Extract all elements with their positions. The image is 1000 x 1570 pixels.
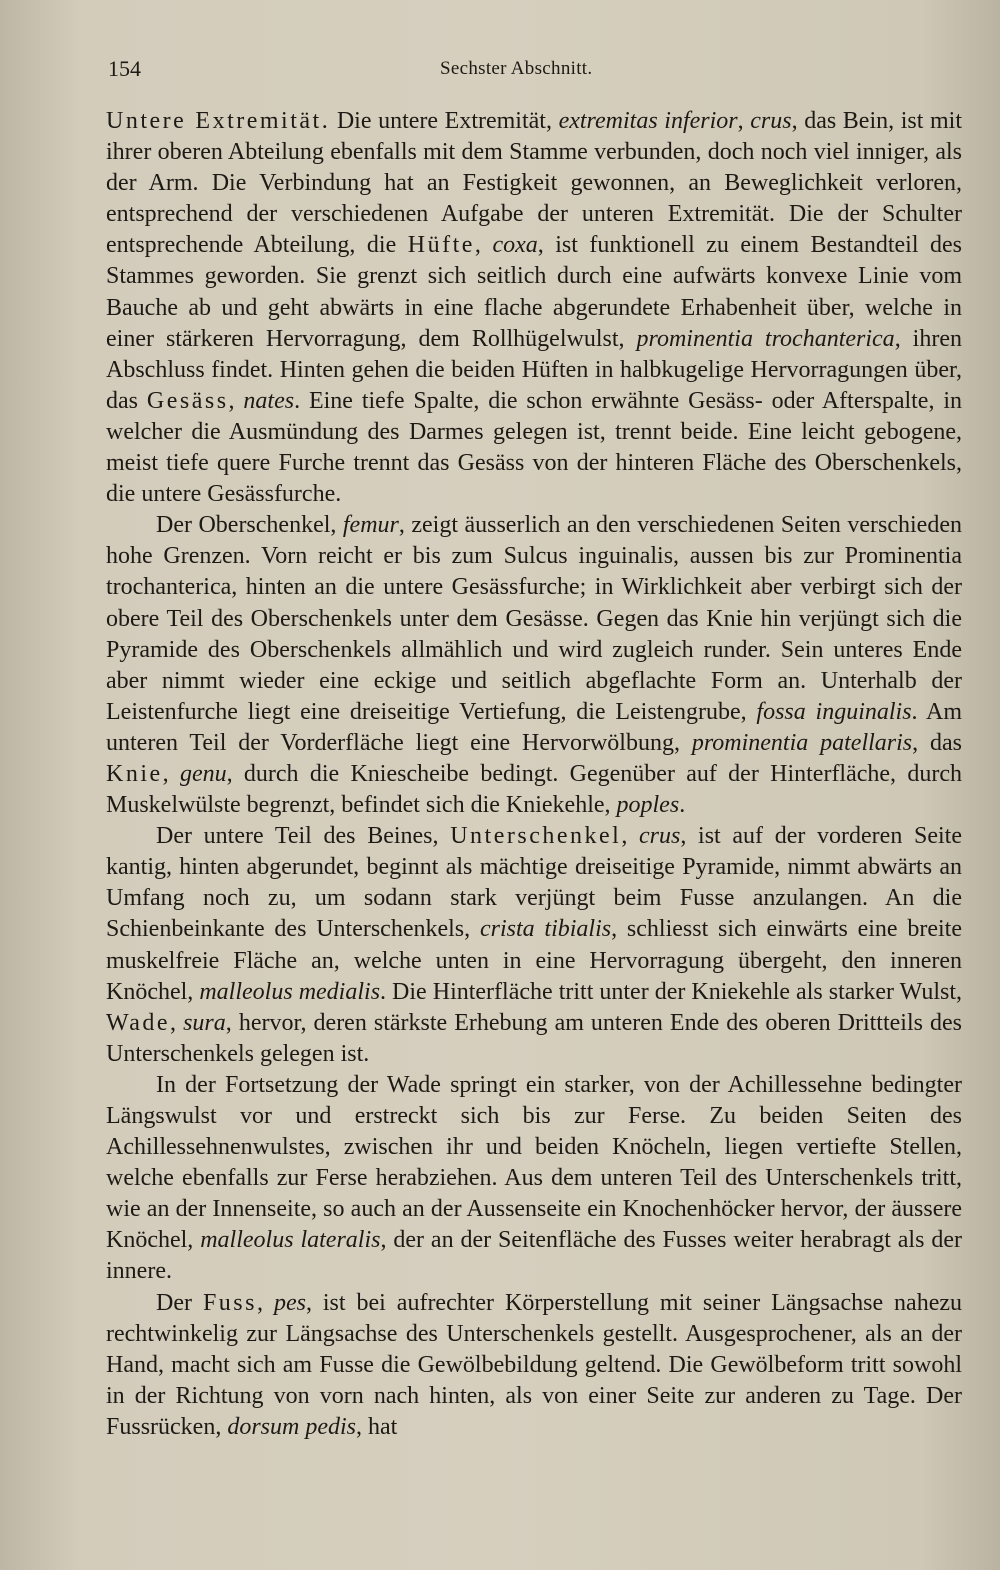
text-run: , das xyxy=(912,729,962,756)
text-run: , schliesst sich einwärts eine breite muskelfreie Fläche an, welche unten in eine Hervorragung übergeht, den inneren Knöchel, xyxy=(106,916,962,1005)
latin-term: genu xyxy=(179,760,227,787)
text-run: , xyxy=(170,1009,184,1036)
text-run: , hat xyxy=(356,1413,398,1440)
text-run: , das Bein, ist mit ihrer oberen Abteilung ebenfalls mit dem Stamme verbunden, doch noch viel inniger, als der Arm. Die Verbindung hat an Festigkeit gewonnen, an Beweglichkeit verloren, entsprechend der verschiedenen Aufgabe der unteren Extremität. Die der Schulter entsprechende Abteilung, die xyxy=(106,108,963,259)
text-run: , durch die Kniescheibe bedingt. Gegenüber auf der Hinterfläche, durch Muskelwülste begrenzt, befindet sich die Kniekehle, xyxy=(106,760,962,819)
latin-term: femur xyxy=(342,512,399,539)
latin-term: pes xyxy=(273,1289,306,1316)
latin-term: crus xyxy=(750,108,792,134)
text-run: . Die Hinterfläche tritt unter der Kniekehle als starker Wulst, xyxy=(380,978,963,1005)
paragraph-achilles xyxy=(106,1070,962,1288)
latin-term: extremitas inferior xyxy=(558,108,738,134)
paragraph-femur xyxy=(106,510,962,821)
spaced-term: Knie xyxy=(106,760,163,787)
text-run: . Am unteren Teil der Vorderfläche liegt eine Hervorwölbung, xyxy=(106,698,962,756)
spaced-term: Gesäss xyxy=(146,387,229,414)
spaced-term: Hüfte xyxy=(407,232,475,259)
text-run: Die untere Extremität, xyxy=(330,108,559,134)
latin-term: prominentia patellaris xyxy=(691,729,913,756)
paragraph-foot xyxy=(106,1288,962,1443)
text-run: , hervor, deren stärkste Erhebung am unteren Ende des oberen Drittteils des Unterschenkels gelegen ist. xyxy=(106,1009,963,1067)
text-run: , ist bei aufrechter Körperstellung mit seiner Längsachse nahezu rechtwinkelig zur Längsachse des Unterschenkels gestellt. Ausgesprochener, als an der Hand, macht sich am Fusse die Gewölbebildung geltend. Die Gewölbeform tritt sowohl in der Richtung von vorn nach hinten, als von einer Seite zur anderen zu Tage. Der Fussrücken, xyxy=(106,1289,963,1440)
latin-term: crus xyxy=(639,823,681,850)
text-run: In der Fortsetzung der Wade springt ein starker, von der Achillessehne bedingter Längswulst vor und erstreckt sich bis zur Ferse. Zu beiden Seiten des Achillessehnenwulstes, zwischen ihr und beiden Knöcheln, liegen vertiefte Stellen, welche ebenfalls zur Ferse herabziehen. Aus dem unteren Teil des Unterschenkels tritt, wie an der Innenseite, so auch an der Aussenseite ein Knochenhöcker hervor, der äussere Knöchel, xyxy=(106,1071,962,1254)
page-header xyxy=(108,56,960,86)
running-head: Sechster Abschnitt. xyxy=(440,58,593,79)
text-run: , der an der Seitenfläche des Fusses weiter herabragt als der innere. xyxy=(106,1227,962,1285)
text-run: , xyxy=(737,108,751,134)
latin-term: crista tibialis xyxy=(479,916,612,943)
text-run: , xyxy=(228,387,244,414)
text-run: , xyxy=(162,760,180,787)
latin-term: malleolus lateralis xyxy=(200,1227,381,1254)
paragraph-lower-extremity xyxy=(106,106,962,510)
latin-term: coxa xyxy=(492,232,538,259)
text-run: , ihren Abschluss findet. Hinten gehen die beiden Hüften in halbkugelige Hervorragungen über, das xyxy=(106,325,962,414)
body-text xyxy=(106,106,962,1443)
latin-term: malleolus medialis xyxy=(199,978,381,1005)
text-run: , ist funktionell zu einem Bestandteil des Stammes geworden. Sie grenzt sich seitlich durch eine aufwärts konvexe Linie vom Bauche ab und geht abwärts in eine flache abgerundete Erhabenheit über, welche in einer stärkeren Hervorragung, dem Rollhügelwulst, xyxy=(106,232,963,352)
text-run: , zeigt äusserlich an den verschiedenen Seiten verschieden hohe Grenzen. Vorn reicht er bis zum Sulcus inguinalis, aussen bis zur Prominentia trochanterica, hinten an die untere Gesässfurche; in Wirklichkeit aber verbirgt sich der obere Teil des Oberschenkels unter dem Gesässe. Gegen das Knie hin verjüngt sich die Pyramide des Oberschenkels allmählich und wird zugleich runder. Sein unteres Ende aber nimmt wieder eine eckige und seitlich abgeflachte Form an. Unterhalb der Leistenfurche liegt eine dreiseitige Vertiefung, die Leistengrube, xyxy=(106,512,962,725)
text-run: , xyxy=(474,232,493,259)
spaced-term: Untere Extremität. xyxy=(106,108,331,134)
latin-term: prominentia trochanterica xyxy=(636,325,895,352)
text-run: . Eine tiefe Spalte, die schon erwähnte Gesäss- oder Afterspalte, in welcher die Ausmündung des Darmes gelegen ist, trennt beide. Eine leicht gebogene, meist tiefe quere Furche trennt das Gesäss von der hinteren Fläche des Oberschenkels, die untere Gesässfurche. xyxy=(106,387,962,508)
text-run: Der Oberschenkel, xyxy=(156,512,343,539)
latin-term: fossa inguinalis xyxy=(756,698,912,725)
spaced-term: Fuss xyxy=(202,1289,257,1316)
text-run: , xyxy=(621,823,639,850)
latin-term: sura xyxy=(183,1009,226,1036)
text-run: Der untere Teil des Beines, xyxy=(156,823,451,850)
text-run: , xyxy=(256,1289,274,1316)
spaced-term: Wade xyxy=(106,1009,171,1036)
spaced-term: Unterschenkel xyxy=(450,823,622,850)
page-number: 154 xyxy=(108,56,141,81)
latin-term: dorsum pedis xyxy=(227,1413,356,1440)
text-run: , ist auf der vorderen Seite kantig, hinten abgerundet, beginnt als mächtige dreiseitige Pyramide, nimmt abwärts an Umfang noch zu, um sodann stark verjüngt beim Fusse anzulangen. An die Schienbeinkante des Unterschenkels, xyxy=(106,823,962,943)
latin-term: poples xyxy=(616,792,680,819)
text-run: Der xyxy=(156,1289,203,1316)
text-run: . xyxy=(679,792,686,819)
paragraph-crus xyxy=(106,821,962,1070)
latin-term: nates xyxy=(243,387,295,414)
